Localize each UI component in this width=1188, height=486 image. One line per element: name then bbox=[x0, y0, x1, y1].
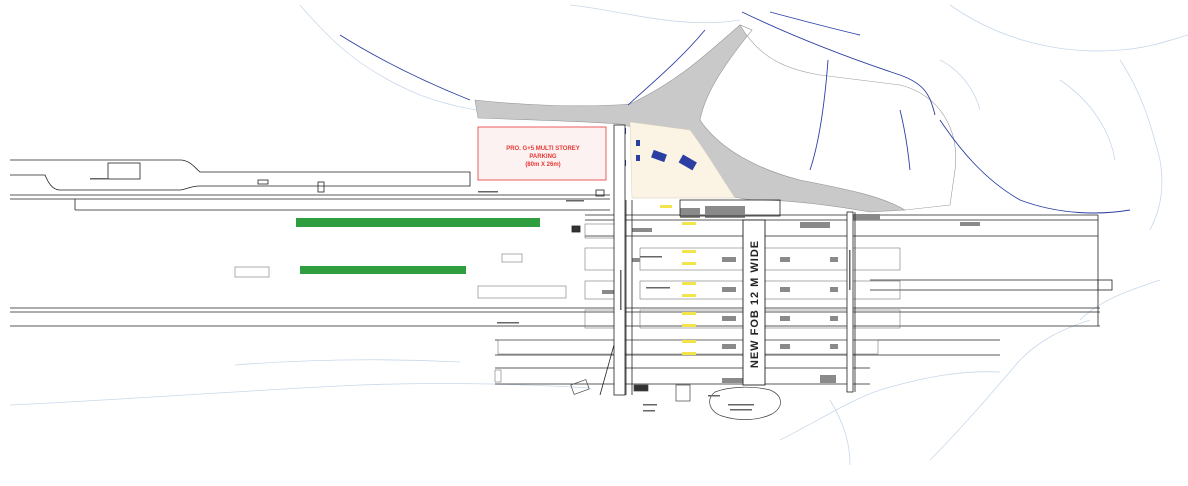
platform-green-bar-lower bbox=[300, 266, 466, 274]
parking-label-line3: (80m X 26m) bbox=[525, 162, 561, 168]
right-foot-over-bridge bbox=[847, 212, 855, 392]
parking-label-line2: PARKING bbox=[529, 154, 557, 160]
new-foot-over-bridge bbox=[743, 220, 765, 385]
terrain-contours bbox=[10, 5, 1188, 465]
platform-green-bar-upper bbox=[296, 218, 540, 227]
stair-markings bbox=[660, 205, 696, 355]
main-track-lines bbox=[10, 215, 1112, 384]
parking-label-line1: PRO. G+5 MULTI STOREY bbox=[506, 146, 580, 152]
platform-structures bbox=[602, 206, 980, 383]
platform-outlines bbox=[235, 224, 900, 382]
proposed-parking-block bbox=[478, 127, 606, 180]
fob-label: NEW FOB 12 M WIDE bbox=[749, 239, 761, 369]
